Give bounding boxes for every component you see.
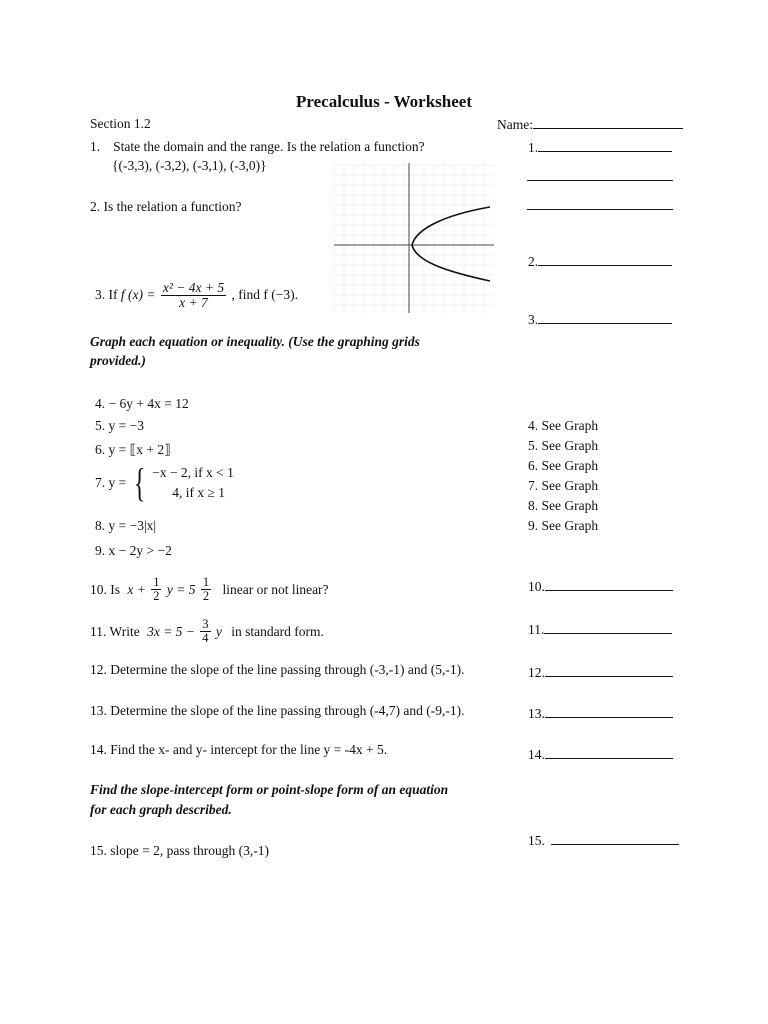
question-8: 8. y = −3|x|	[95, 518, 157, 533]
answer-14-blank[interactable]	[545, 746, 673, 759]
see-graph-5: 5. See Graph	[528, 438, 599, 453]
answer-1[interactable]: 1.	[528, 139, 672, 156]
answer-1-blank-2[interactable]	[527, 168, 673, 181]
slope-instructions-line1: Find the slope-intercept form or point-slope form of an equation	[90, 782, 449, 797]
answer-10[interactable]: 10.	[528, 578, 673, 595]
question-13: 13. Determine the slope of the line passing through (-4,7) and (-9,-1).	[90, 703, 465, 718]
answer-13-blank[interactable]	[545, 705, 673, 718]
name-label: Name:	[497, 117, 533, 132]
question-3: 3. If f (x) = $\frac{\text{x² − 4x + 5}}{x + 7}$ , find f (−3).	[95, 280, 298, 311]
question-15: 15. slope = 2, pass through (3,-1)	[90, 843, 269, 858]
question-2: 2. Is the relation a function?	[90, 199, 242, 214]
question-10: 10. Is x + $\frac{1}{2}$ y = 5 $\frac{1}{2}$ linear or not linear?	[90, 575, 329, 604]
question-5: 5. y = −3	[95, 418, 144, 433]
question-11: 11. Write 3x = 5 − $\frac{3}{4}$ y in standard form.	[90, 617, 324, 646]
see-graph-6: 6. See Graph	[528, 458, 599, 473]
page-title: Precalculus - Worksheet	[296, 92, 472, 111]
answer-12[interactable]: 12.	[528, 664, 673, 681]
answer-15-blank[interactable]	[551, 832, 679, 845]
answer-12-blank[interactable]	[545, 664, 673, 677]
graph-instructions-line1: Graph each equation or inequality. (Use the graphing grids	[90, 334, 420, 349]
see-graph-4: 4. See Graph	[528, 418, 599, 433]
question-6: 6. y = ⟦x + 2⟧	[95, 442, 171, 457]
question-3-fraction: $\frac{\text{x² − 4x + 5}}{x + 7}$	[162, 280, 225, 311]
piecewise-brace: {	[133, 460, 145, 505]
answer-1-blank[interactable]	[538, 139, 672, 152]
see-graph-list	[528, 416, 598, 536]
graph-gridlines	[334, 163, 494, 313]
name-blank[interactable]	[533, 116, 683, 129]
see-graph-8: 8. See Graph	[528, 498, 599, 513]
relation-graph	[334, 163, 494, 313]
piecewise-cases: −x − 2, if x < 1 4, if x ≥ 1	[152, 465, 234, 500]
answer-13[interactable]: 13.	[528, 705, 673, 722]
slope-instructions-line2: for each graph described.	[90, 802, 232, 817]
question-1-set: {(-3,3), (-3,2), (-3,1), (-3,0)}	[112, 158, 267, 173]
answer-2[interactable]: 2.	[528, 253, 672, 270]
answer-2-blank[interactable]	[538, 253, 672, 266]
name-field[interactable]	[497, 116, 683, 133]
question-1: 1. State the domain and the range. Is the relation a function?	[90, 139, 425, 154]
answer-15[interactable]: 15.	[528, 832, 679, 849]
question-12: 12. Determine the slope of the line passing through (-3,-1) and (5,-1).	[90, 662, 465, 677]
question-9: 9. x − 2y > −2	[95, 543, 172, 558]
answer-11-blank[interactable]	[544, 621, 672, 634]
question-7: 7. y = { −x − 2, if x < 1 4, if x ≥ 1	[95, 460, 234, 505]
answer-10-blank[interactable]	[545, 578, 673, 591]
answer-11[interactable]: 11.	[528, 621, 672, 638]
section-label: Section 1.2	[90, 116, 151, 131]
answer-3-blank[interactable]	[538, 311, 672, 324]
answer-1-blank-3[interactable]	[527, 197, 673, 210]
graph-instructions-line2: provided.)	[90, 353, 146, 368]
question-14: 14. Find the x- and y- intercept for the line y = -4x + 5.	[90, 742, 388, 757]
question-4: 4. − 6y + 4x = 12	[95, 396, 189, 411]
answer-3[interactable]: 3.	[528, 311, 672, 328]
answer-14[interactable]: 14.	[528, 746, 673, 763]
see-graph-9: 9. See Graph	[528, 518, 599, 533]
see-graph-7: 7. See Graph	[528, 478, 599, 493]
